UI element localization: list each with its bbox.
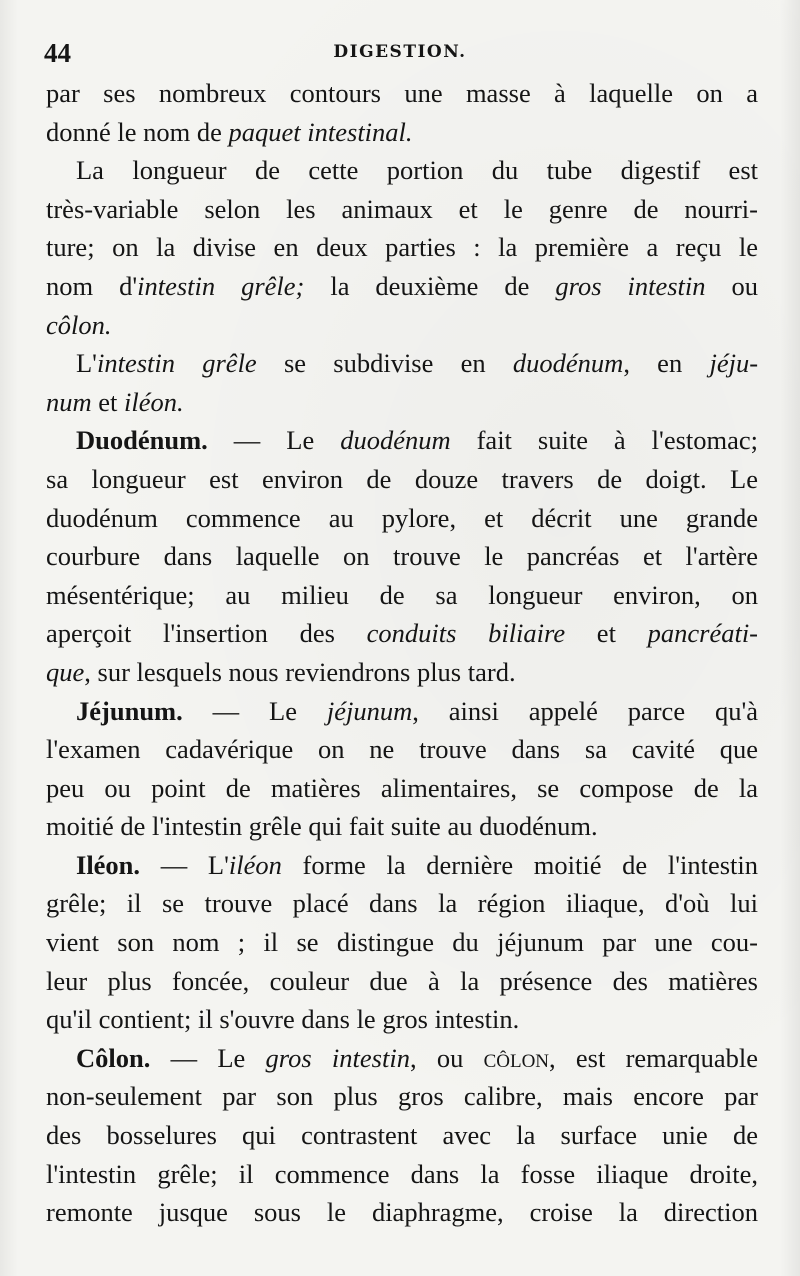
- text-line: vient son nom ; il se distingue du jéjunum par une cou-: [46, 927, 758, 958]
- text-line: L'intestin grêle se subdivise en duodénum, en jéju-: [76, 348, 759, 379]
- text-line: que, sur lesquels nous reviendrons plus tard.: [46, 656, 516, 687]
- text-line: nom d'intestin grêle; la deuxième de gros intestin ou: [46, 270, 758, 301]
- text-line: mésentérique; au milieu de sa longueur environ, on: [46, 579, 758, 610]
- text-line: qu'il contient; il s'ouvre dans le gros intestin.: [46, 1004, 520, 1035]
- text-line: courbure dans laquelle on trouve le pancréas et l'artère: [46, 541, 758, 572]
- section-heading: Iléon.: [76, 849, 141, 880]
- text-line: ture; on la divise en deux parties : la première a reçu le: [46, 232, 758, 263]
- text-line: grêle; il se trouve placé dans la région iliaque, d'où lui: [46, 888, 758, 919]
- text-line: très-variable selon les animaux et le genre de nourri-: [46, 193, 758, 224]
- section-heading: Côlon.: [76, 1042, 151, 1073]
- text-line: sa longueur est environ de douze travers de doigt. Le: [46, 463, 758, 494]
- text-line: non-seulement par son plus gros calibre, mais encore par: [46, 1081, 758, 1112]
- text-line: donné le nom de paquet intestinal.: [46, 116, 413, 147]
- text-line: aperçoit l'insertion des conduits biliaire et pancréati-: [46, 618, 759, 649]
- text-line: duodénum commence au pylore, et décrit une grande: [46, 502, 758, 533]
- text-line: remonte jusque sous le diaphragme, croise la direction: [46, 1197, 758, 1228]
- text-line: par ses nombreux contours une masse à laquelle on a: [46, 78, 758, 108]
- text-line: l'examen cadavérique on ne trouve dans sa cavité que: [46, 734, 758, 765]
- section-colon: Côlon. — Le gros intestin, ou côlon, est remarquable: [76, 1042, 758, 1073]
- text-line: La longueur de cette portion du tube digestif est: [76, 155, 758, 186]
- text-line: l'intestin grêle; il commence dans la fosse iliaque droite,: [46, 1158, 758, 1189]
- running-title: DIGESTION.: [333, 42, 467, 62]
- text-line: côlon.: [46, 309, 112, 340]
- text-line: peu ou point de matières alimentaires, se compose de la: [46, 772, 758, 803]
- section-heading: Duodénum.: [76, 425, 208, 456]
- text-line: num et iléon.: [46, 386, 184, 417]
- section-heading: Jéjunum.: [76, 695, 183, 726]
- text-line: leur plus foncée, couleur due à la présence des matières: [46, 965, 758, 996]
- section-jejunum: Jéjunum. — Le jéjunum, ainsi appelé parce qu'à: [76, 695, 758, 726]
- text-line: des bosselures qui contrastent avec la surface unie de: [46, 1120, 758, 1151]
- text-line: moitié de l'intestin grêle qui fait suite au duodénum.: [46, 811, 598, 842]
- section-ileon: Iléon. — L'iléon forme la dernière moitié de l'intestin: [76, 849, 758, 880]
- body-text: [46, 74, 758, 1232]
- page-number: 44: [44, 38, 71, 68]
- section-duodenum: Duodénum. — Le duodénum fait suite à l'estomac;: [76, 425, 759, 456]
